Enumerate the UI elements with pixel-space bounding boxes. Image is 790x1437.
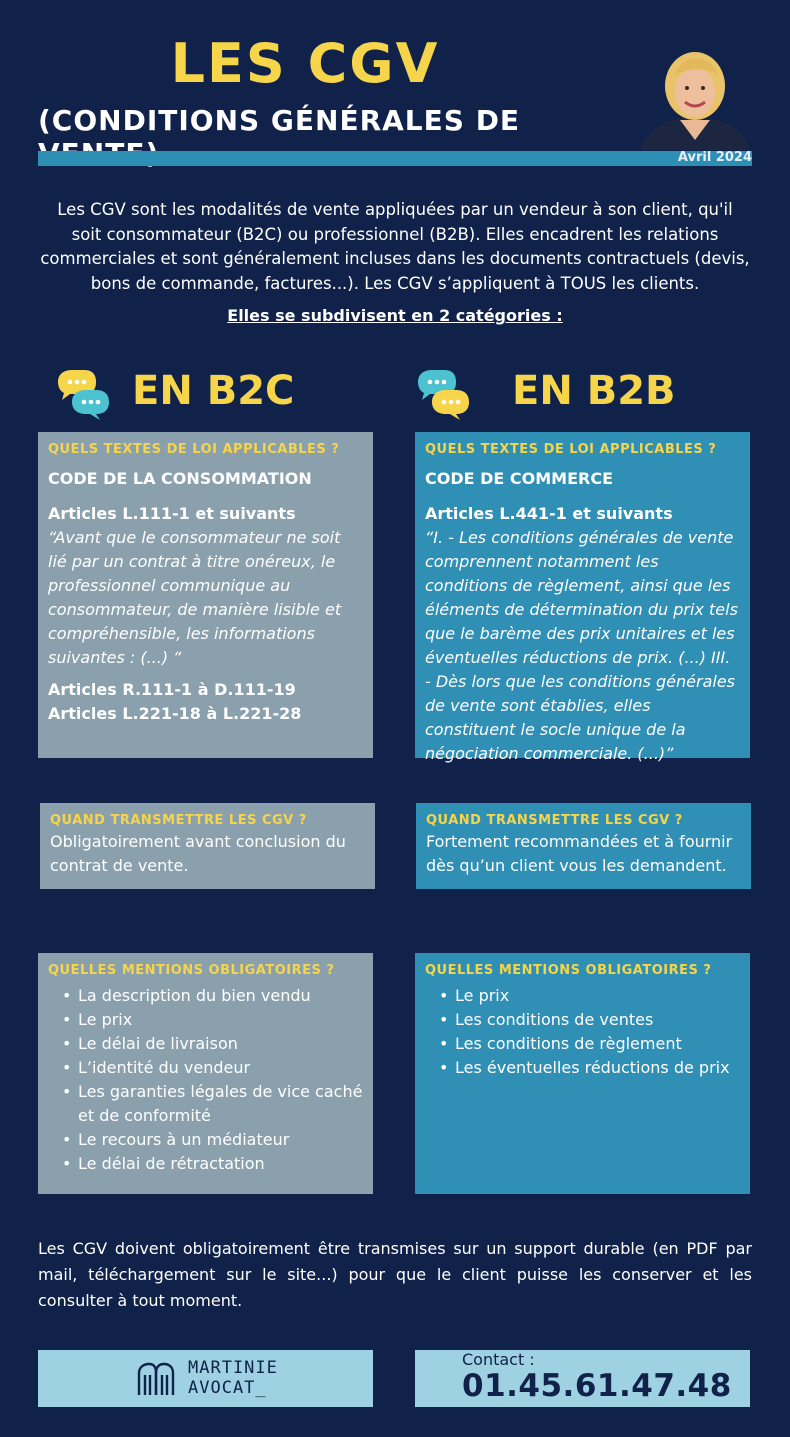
- categories-heading: Elles se subdivisent en 2 catégories :: [227, 306, 563, 325]
- title-underline-bar: [38, 151, 752, 166]
- phone-number[interactable]: 01.45.61.47.48: [462, 1368, 732, 1404]
- page-subtitle: (CONDITIONS GÉNÉRALES DE: [38, 104, 521, 137]
- b2c-when-text: Obligatoirement avant conclusion du contrat de vente.: [50, 832, 346, 875]
- b2c-article-extra-1: Articles R.111-1 à D.111-19: [48, 680, 296, 699]
- b2c-code-name: CODE DE LA CONSOMMATION: [48, 469, 312, 488]
- b2c-mentions-card: [38, 953, 373, 1194]
- b2b-when-label: QUAND TRANSMETTRE LES CGV ?: [426, 813, 683, 828]
- intro-paragraph: Les CGV sont les modalités de vente appliquées par un vendeur à son client, qu'il soit consommateur (B2C) ou professionnel (B2B). Elles encadrent les relations commerciales et sont généralement incluses dans les documents contractuels (devis, bons de commande, factures...). Les CGV s’appliquent à TOUS les clients.: [40, 200, 750, 293]
- page-title: LES CGV: [170, 32, 440, 95]
- list-item: • Le prix: [425, 984, 740, 1008]
- b2c-laws-label: QUELS TEXTES DE LOI APPLICABLES ?: [48, 442, 340, 457]
- list-item: • Le délai de livraison: [48, 1032, 363, 1056]
- b2b-article-main: Articles L.441-1 et suivants: [425, 504, 673, 523]
- b2b-laws-card: [415, 432, 750, 763]
- logo-box: [38, 1350, 373, 1407]
- list-item: • Les éventuelles réductions de prix: [425, 1056, 740, 1080]
- b2c-heading: EN B2C: [132, 368, 295, 414]
- logo-line-2: AVOCAT_: [188, 1378, 267, 1398]
- list-item: • L’identité du vendeur: [48, 1056, 363, 1080]
- b2b-law-quote: “I. - Les conditions générales de vente comprennent notamment les conditions de règlement, ainsi que les éléments de détermination du prix tels que le barème des prix unitaires et les éventuelles réductions de prix. (...) III. - Dès lors que les conditions générales de vente sont établies, elles constituent le socle unique de la négociation commerciale. (...)”: [425, 528, 738, 763]
- b2b-laws-label: QUELS TEXTES DE LOI APPLICABLES ?: [425, 442, 717, 457]
- b2b-when-card: [416, 803, 751, 889]
- list-item: • Le prix: [48, 1008, 363, 1032]
- list-item: • Les garanties légales de vice caché et de conformité: [48, 1080, 363, 1128]
- list-item: • Le délai de rétractation: [48, 1152, 363, 1176]
- speech-bubbles-icon: [54, 368, 112, 422]
- b2c-when-card: [40, 803, 375, 889]
- b2b-mentions-card: [415, 953, 750, 1194]
- martinie-avocat-logo: [136, 1361, 176, 1397]
- b2c-law-quote: “Avant que le consommateur ne soit lié par un contrat à titre onéreux, le professionnel communique au consommateur, de manière lisible et compréhensible, les informations suivantes : (...) “: [48, 528, 342, 667]
- b2b-mentions-list: [425, 984, 740, 1080]
- b2b-mentions-label: QUELLES MENTIONS OBLIGATOIRES ?: [425, 963, 712, 978]
- contact-box: [415, 1350, 750, 1407]
- b2b-code-name: CODE DE COMMERCE: [425, 469, 614, 488]
- b2b-heading: EN B2B: [512, 368, 676, 414]
- b2c-mentions-label: QUELLES MENTIONS OBLIGATOIRES ?: [48, 963, 335, 978]
- list-item: • Les conditions de règlement: [425, 1032, 740, 1056]
- lawyer-photo: [640, 40, 750, 150]
- b2c-when-label: QUAND TRANSMETTRE LES CGV ?: [50, 813, 307, 828]
- speech-bubbles-icon: [414, 368, 472, 422]
- b2c-laws-card: [38, 432, 373, 758]
- list-item: • Les conditions de ventes: [425, 1008, 740, 1032]
- logo-line-1: MARTINIE: [188, 1358, 278, 1378]
- footer-paragraph: Les CGV doivent obligatoirement être transmises sur un support durable (en PDF par mail, téléchargement sur le site...) pour que le client puisse les conserver et les consulter à tout moment.: [38, 1239, 752, 1310]
- list-item: • Le recours à un médiateur: [48, 1128, 363, 1152]
- b2c-article-main: Articles L.111-1 et suivants: [48, 504, 296, 523]
- b2c-mentions-list: [48, 984, 363, 1176]
- contact-label: Contact :: [462, 1350, 535, 1369]
- b2b-when-text: Fortement recommandées et à fournir dès qu’un client vous les demandent.: [426, 832, 733, 875]
- publication-date: Avril 2024: [677, 150, 752, 165]
- list-item: • La description du bien vendu: [48, 984, 363, 1008]
- b2c-article-extra-2: Articles L.221-18 à L.221-28: [48, 704, 302, 723]
